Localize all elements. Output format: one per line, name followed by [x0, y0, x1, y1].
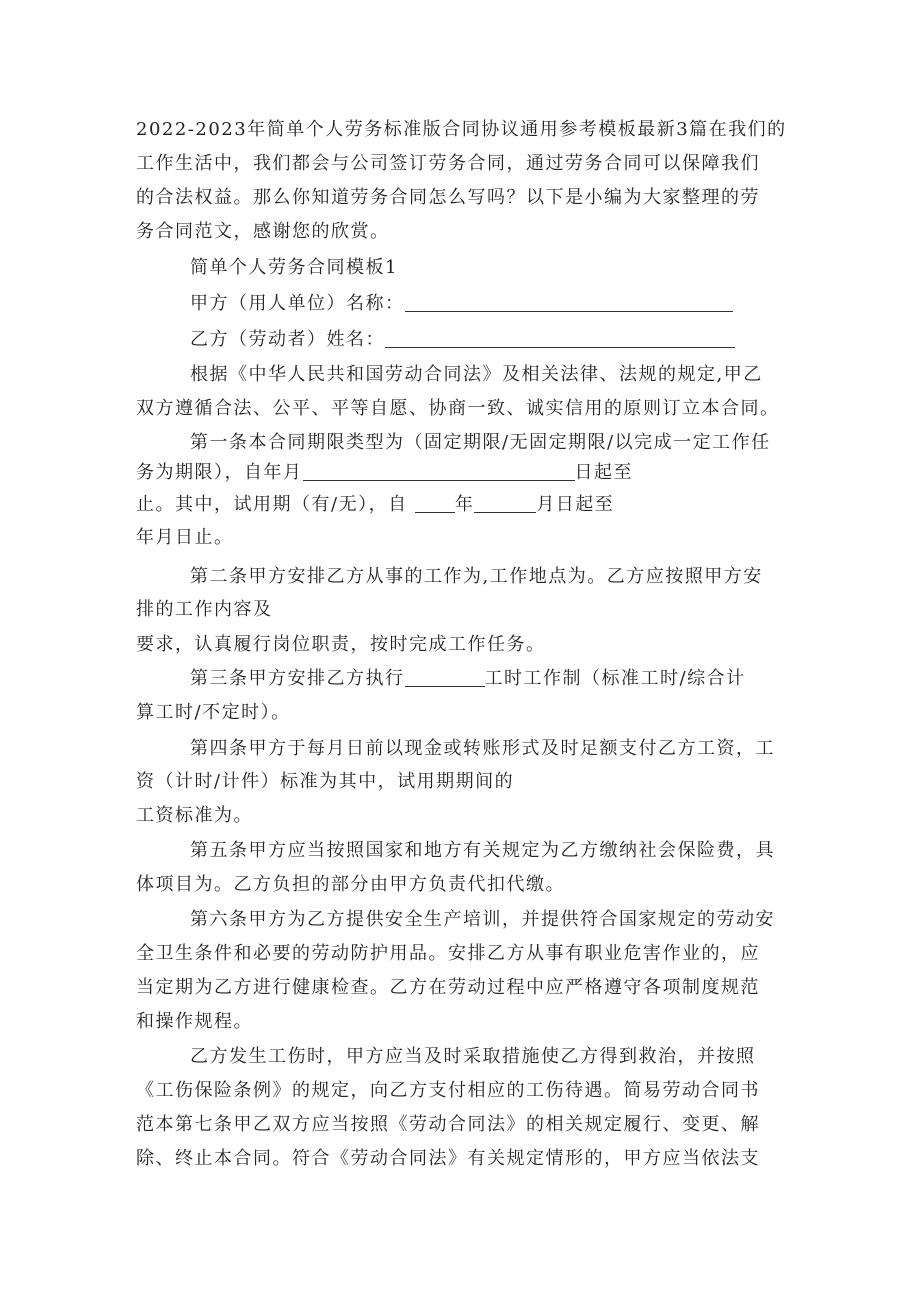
article-7-line: 乙方发生工伤时，甲方应当及时采取措施使乙方得到救治，并按照	[190, 1046, 756, 1067]
article-5-line: 第五条甲方应当按照国家和地方有关规定为乙方缴纳社会保险费，具	[190, 840, 775, 861]
basis-line: 双方遵循合法、公平、平等自愿、协商一致、诚实信用的原则订立本合同。	[136, 398, 780, 419]
article-7-line: 范本第七条甲乙双方应当按照《劳动合同法》的相关规定履行、变更、解	[136, 1114, 760, 1135]
article-6-line: 和操作规程。	[136, 1011, 253, 1032]
article-6-line: 全卫生条件和必要的劳动防护用品。安排乙方从事有职业危害作业的，应	[136, 943, 760, 964]
year-blank	[415, 494, 455, 513]
article-1-text: 止。其中，试用期（有/无），自	[136, 494, 408, 515]
party-b-blank	[385, 329, 735, 348]
party-b-line	[190, 325, 735, 355]
article-5-line: 体项目为。乙方负担的部分由甲方负责代扣代缴。	[136, 874, 565, 895]
intro-line: 的合法权益。那么你知道劳务合同怎么写吗？以下是小编为大家整理的劳	[136, 187, 760, 208]
intro-line: 2022-2023年简单个人劳务标准版合同协议通用参考模板最新3篇在我们的	[136, 119, 787, 140]
article-7-line: 《工伤保险条例》的规定，向乙方支付相应的工伤待遇。简易劳动合同书	[136, 1080, 760, 1101]
article-6-line: 第六条甲方为乙方提供安全生产培训，并提供符合国家规定的劳动安	[190, 909, 775, 930]
party-a-label: 甲方（用人单位）名称：	[190, 293, 405, 314]
article-1-line	[136, 458, 633, 488]
article-3-line: 算工时/不定时）。	[136, 702, 291, 723]
basis-line: 根据《中华人民共和国劳动合同法》及相关法律、法规的规定,甲乙	[190, 364, 763, 385]
intro-line: 务合同范文，感谢您的欣赏。	[136, 221, 390, 242]
date-blank	[303, 462, 575, 481]
article-1-line: 年月日止。	[136, 527, 234, 548]
article-1-line	[136, 490, 614, 520]
article-4-line: 资（计时/计件）标准为其中，试用期期间的	[136, 771, 515, 792]
party-a-blank	[405, 293, 733, 312]
article-2-line: 要求，认真履行岗位职责，按时完成工作任务。	[136, 634, 546, 655]
article-4-line: 工资标准为。	[136, 805, 253, 826]
work-hours-blank	[405, 668, 485, 687]
article-3-line	[190, 664, 746, 694]
article-1-line: 第一条本合同期限类型为（固定期限/无固定期限/以完成一定工作任	[190, 432, 771, 453]
article-1-text: 日起至	[574, 462, 633, 483]
article-7-line: 除、终止本合同。符合《劳动合同法》有关规定情形的，甲方应当依法支	[136, 1148, 760, 1169]
article-1-text: 年	[454, 494, 475, 515]
article-4-line: 第四条甲方于每月日前以现金或转账形式及时足额支付乙方工资，工	[190, 738, 775, 759]
article-3-text: 工时工作制（标准工时/综合计	[484, 668, 746, 689]
article-2-line: 第二条甲方安排乙方从事的工作为,工作地点为。乙方应按照甲方安	[190, 566, 763, 587]
party-b-label: 乙方（劳动者）姓名：	[190, 329, 385, 350]
article-1-text: 务为期限），自年月	[136, 462, 303, 483]
party-a-line	[190, 289, 733, 319]
article-6-line: 当定期为乙方进行健康检查。乙方在劳动过程中应严格遵守各项制度规范	[136, 977, 760, 998]
month-blank	[474, 494, 536, 513]
template-title: 简单个人劳务合同模板1	[190, 257, 398, 278]
article-3-text: 第三条甲方安排乙方执行	[190, 668, 405, 689]
article-2-line: 排的工作内容及	[136, 599, 273, 620]
intro-line: 工作生活中，我们都会与公司签订劳务合同，通过劳务合同可以保障我们	[136, 153, 760, 174]
article-1-text: 月日起至	[536, 494, 615, 515]
